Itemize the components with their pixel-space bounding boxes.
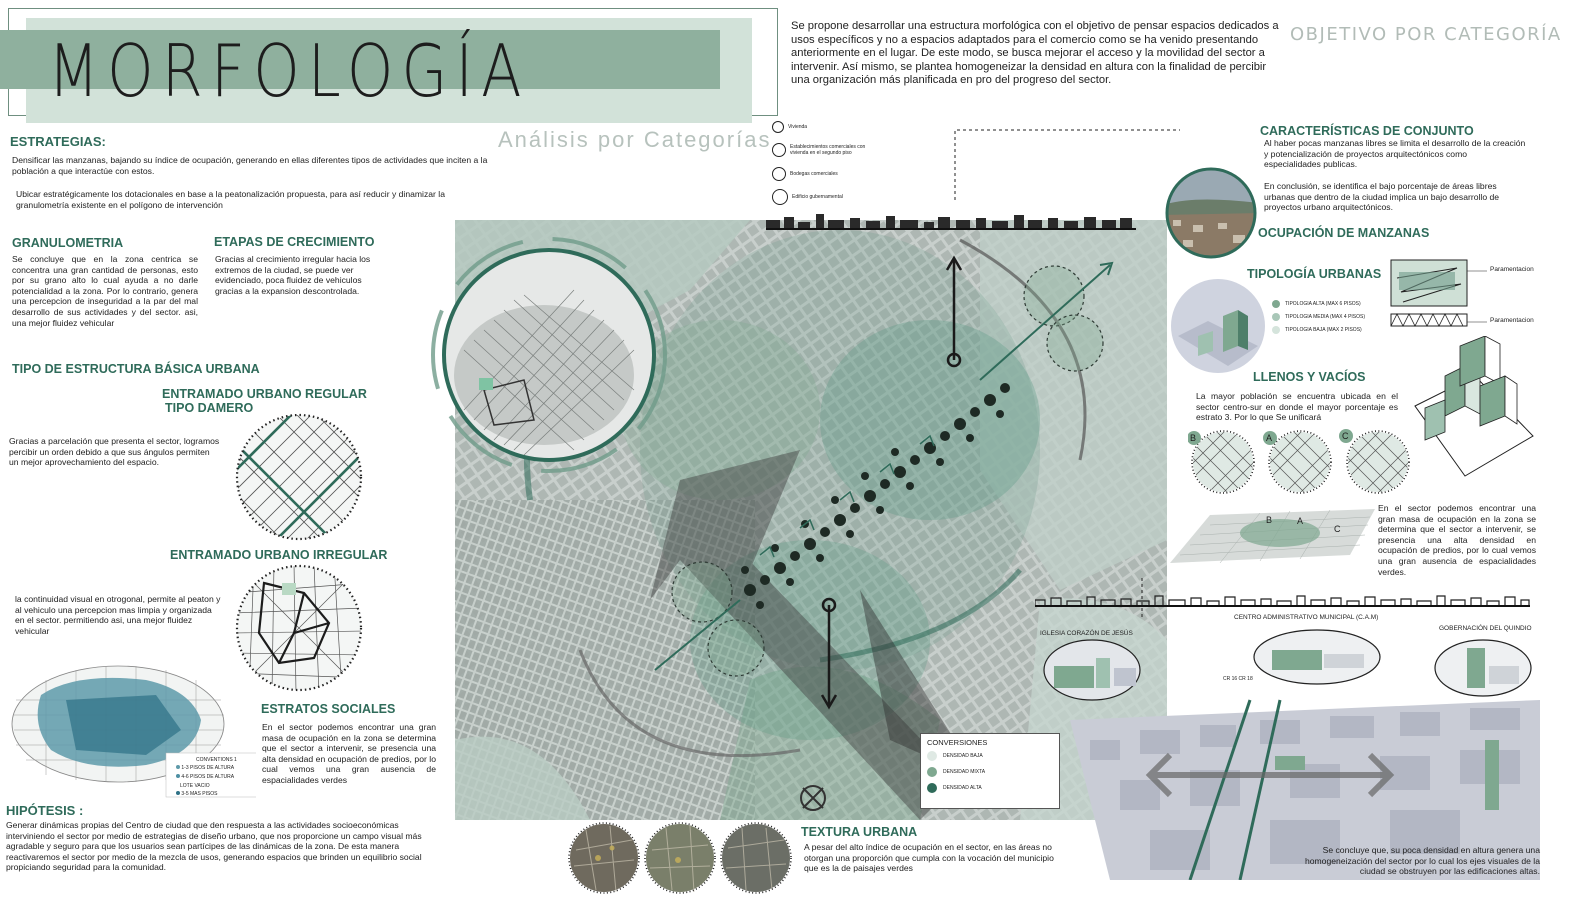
hipotesis-text: Generar dinámicas propias del Centro de ciudad que den respuesta a las actividades socioeconómicas interviniendo el sector por medio de estrategias de diseño urbano, que nos proporcione un campo visual más agradable y seguro para que los usuarios sean partícipes de las dinámicas de la zona. De esta manera reactivaremos el sector por medio de la mezcla de usos, generando espacios que brinden un equilibrio social propiciando seguridad para la comunidad. (6, 820, 422, 873)
irregular-text: la continuidad visual en otrogonal, permite al peaton y al vehiculo una percepcion mas limpia y organizada en el sector. permitiendo asi, una mejor fluidez vehicular (15, 594, 221, 636)
conjunto-text-1: Al haber pocas manzanas libres se limita el desarrollo de la creación y potencialización de proyectos arquitectónicos como especialidades publicas. (1264, 138, 1526, 170)
tipologia-3d-circle (1168, 276, 1268, 376)
skyline-top (766, 208, 1136, 232)
estratos-legend-1: 1-3 PISOS DE ALTURA (176, 765, 234, 771)
irregular-title: ENTRAMADO URBANO IRREGULAR (170, 548, 388, 562)
textura-text: A pesar del alto índice de ocupación en el sector, en las áreas no otorgan una proporción que cumpla con la vocación del municipio que es la de paisajes verdes (804, 842, 1054, 874)
detail-circle-map (424, 230, 674, 480)
legend-dot (176, 774, 180, 778)
aerial-photo-circles (566, 820, 794, 896)
llenos-text: La mayor población se encuentra ubicada en el sector centro-sur en donde el mayor porcentaje es estrato 3. Por lo que Se unificará (1196, 391, 1398, 423)
estratos-text: En el sector podemos encontrar una gran masa de ocupación en la zona se determina que el sector a intervenir, se presencia una alta densidad en ocupación de predios, por lo cual vemos una gran ausencia de espacialidades verdes (262, 722, 436, 785)
regular-title-1: ENTRAMADO URBANO REGULAR (162, 387, 367, 401)
strategy-2-text: Ubicar estratégicamente los dotacionales en base a la peatonalización propuesta, para así reducir y dinamizar la granulometría existente en el polígono de intervención (16, 189, 445, 210)
paramentacion-label-2: Paramentacion (1490, 317, 1534, 324)
density-swatch (927, 751, 937, 761)
iglesia-detail (1042, 638, 1142, 702)
bac-label-c: C (1334, 524, 1341, 534)
conversion-row-mixta: DENSIDAD MIXTA (927, 767, 1053, 777)
tipologia-row-media: TIPOLOGIA MEDIA (MAX 4 PISOS) (1272, 310, 1365, 323)
tipologia-legend (1272, 297, 1365, 336)
legend-row-comercial: Establecimientos comerciales con vivienda en el segundo piso (772, 136, 882, 164)
government-building-icon (772, 189, 788, 205)
cam-detail (1252, 628, 1382, 686)
conjunto-title: CARACTERÍSTICAS DE CONJUNTO (1260, 124, 1474, 138)
strategies-title: ESTRATEGIAS: (10, 134, 106, 149)
estratos-title: ESTRATOS SOCIALES (261, 702, 396, 716)
iglesia-label: IGLESIA CORAZÓN DE JESÚS (1040, 630, 1133, 637)
circle-label-c: C (1342, 431, 1349, 441)
granulometria-text: Se concluye que en la zona centrica se concentra una gran cantidad de personas, esto por su grano alto lo cual ayuda a no darle potencialidad a la zona. Por lo contrario, genera una percepcion de inseguridad a la par del mal desarrollo de sus actividades y del sector. asi, una mejor fluidez vehicular (12, 254, 198, 328)
strategy-1-text: Densificar las manzanas, bajando su índice de ocupación, generando en ellas diferentes tipos de actividades que inciten a la población a que interactúe con estos. (12, 155, 488, 176)
tipologia-swatch (1272, 313, 1280, 321)
tipologia-row-alta: TIPOLOGIA ALTA (MAX 6 PISOS) (1272, 297, 1365, 310)
conjunto-text-2: En conclusión, se identifica el bajo porcentaje de áreas libres urbanas que dentro de la ciudad implica un bajo desarrollo de proyectos urbano arquitectónicos. (1264, 181, 1500, 213)
bac-grid-circles (1188, 428, 1414, 498)
conversions-title: CONVERSIONES (927, 738, 988, 747)
gobernacion-detail (1433, 638, 1533, 698)
building-legend (772, 118, 882, 210)
conjunto-photo-circle (1163, 165, 1259, 261)
estratos-legend-2: 4-6 PISOS DE ALTURA (176, 774, 234, 780)
legend-row-vivienda: Vivienda (772, 118, 882, 136)
masa-text: En el sector podemos encontrar una gran masa de ocupación en la zona se determina que el sector a intervenir, se presencia una alta densidad en ocupación de predios, por lo cual vemos una gran ausencia de espacialidades verdes. (1378, 503, 1536, 577)
conclusion-text: Se concluye que, su poca densidad en altura genera una homogeneización del sector por lo cual los ejes visuales de la ciudad se obstruyen por las edificaciones altas. (1304, 845, 1540, 877)
legend-dot (176, 791, 180, 795)
llenos-title: LLENOS Y VACÍOS (1253, 370, 1366, 384)
estratos-legend-3: LOTE VACIO (180, 783, 210, 789)
page-subtitle: Análisis por Categorías (498, 127, 772, 152)
cr-labels: CR 16 CR 18 (1223, 676, 1253, 682)
paramentacion-label-1: Paramentacion (1490, 266, 1534, 273)
circle-label-b: B (1190, 433, 1197, 443)
page-title: MORFOLOGÍA (48, 29, 530, 113)
legend-row-gobierno: Edificio gubernamental (772, 184, 882, 210)
bac-label-b: B (1266, 515, 1273, 525)
circle-label-a: A (1266, 433, 1273, 443)
estratos-legend-title: CONVENTIONS 1 (196, 757, 237, 763)
house-icon (772, 121, 784, 133)
warehouse-icon (772, 167, 786, 181)
tipologia-swatch (1272, 326, 1280, 334)
paramentacion-diagram (1387, 258, 1489, 338)
tipo-estructura-title: TIPO DE ESTRUCTURA BÁSICA URBANA (12, 362, 260, 376)
legend-dot (176, 765, 180, 769)
bac-label-a: A (1297, 516, 1304, 526)
skyline-bottom (1035, 590, 1530, 610)
shop-icon (772, 143, 786, 157)
damero-grid-diagram (234, 412, 364, 542)
tipologia-title: TIPOLOGÍA URBANAS (1247, 267, 1382, 281)
density-swatch (927, 783, 937, 793)
conversion-row-baja: DENSIDAD BAJA (927, 751, 1053, 761)
regular-text: Gracias a parcelación que presenta el sector, logramos percibir un orden debido a que sus ángulos permiten un mejor aprovechamiento del espacio. (9, 436, 220, 468)
granulometria-title: GRANULOMETRIA (12, 236, 124, 250)
hipotesis-title: HIPÓTESIS : (6, 803, 84, 818)
llenos-3d-blocks (1405, 336, 1535, 484)
estratos-legend-4: 3-5 MAS PISOS (176, 791, 218, 797)
legend-row-bodegas: Bodegas comerciales (772, 164, 882, 184)
tipologia-row-baja: TIPOLOGIA BAJA (MAX 2 PISOS) (1272, 323, 1365, 336)
ocupacion-title: OCUPACIÓN DE MANZANAS (1258, 226, 1430, 240)
etapas-title: ETAPAS DE CRECIMIENTO (214, 235, 375, 249)
conversions-legend (920, 733, 1060, 809)
objective-title: OBJETIVO POR CATEGORÍA (1290, 24, 1562, 45)
textura-title: TEXTURA URBANA (801, 825, 918, 839)
tipologia-swatch (1272, 300, 1280, 308)
conversion-row-alta: DENSIDAD ALTA (927, 783, 1053, 793)
etapas-text: Gracias al crecimiento irregular hacia los extremos de la ciudad, se puede ver evidenciado, poca fluidez de vehiculos gracias a la expansion descontrolada. (215, 254, 371, 296)
masa-3d-map (1170, 505, 1375, 567)
intro-text: Se propone desarrollar una estructura morfológica con el objetivo de pensar espacios dedicados a usos específicos y no a espacios adaptados para el comercio como se ha venido presentando anteriormente en el lugar. De este modo, se busca mejorar el acceso y la movilidad del sector a intervenir. Así mismo, se plantea homogeneizar la densidad en altura con la finalidad de percibir una organización más planificada en pro del progreso del sector. (791, 20, 1279, 87)
regular-title-2: TIPO DAMERO (165, 401, 254, 415)
density-swatch (927, 767, 937, 777)
cam-label: CENTRO ADMINISTRATIVO MUNICIPAL (C.A.M) (1234, 614, 1379, 621)
gobernacion-label: GOBERNACIÓN DEL QUINDIO (1439, 625, 1532, 632)
